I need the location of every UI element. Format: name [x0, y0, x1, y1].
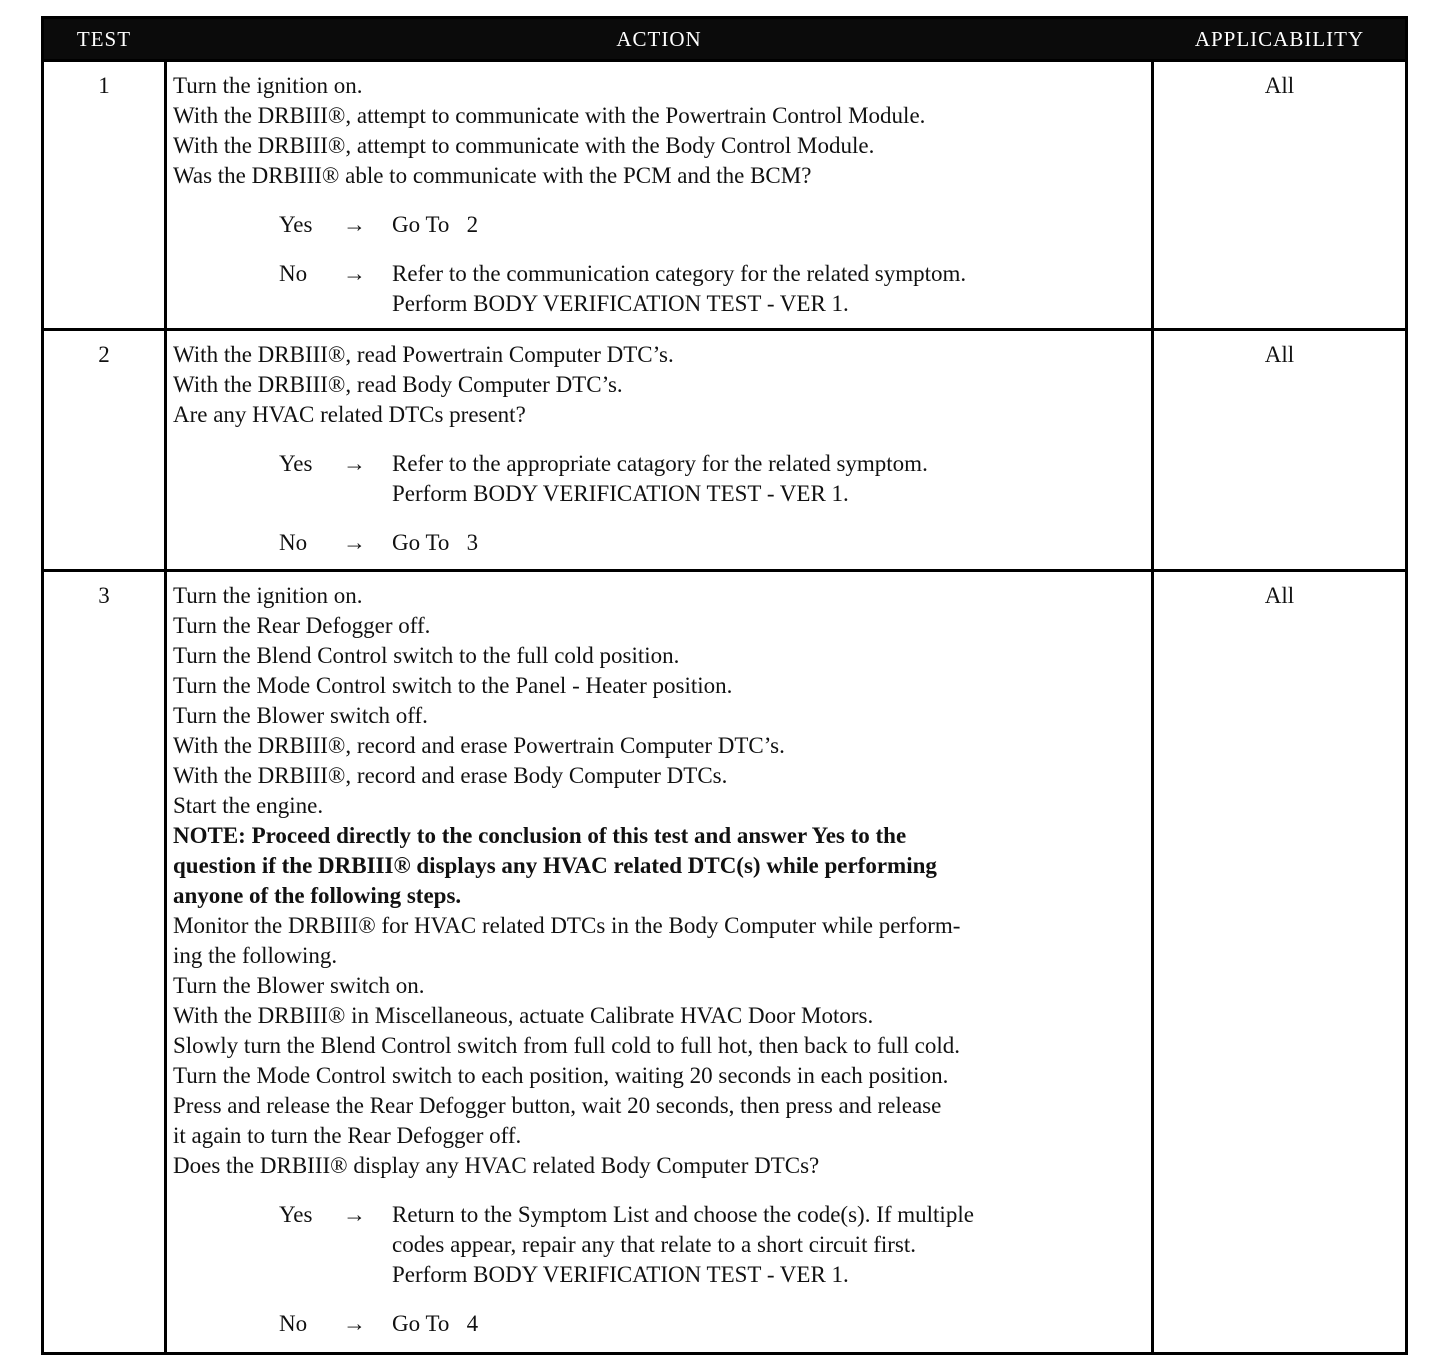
branch-result: Refer to the communication category for the related symptom.: [392, 261, 967, 286]
test-number: 1: [98, 73, 110, 98]
action-step: Start the engine.: [173, 793, 324, 818]
action-step: Turn the Blend Control switch to the full cold position.: [173, 643, 680, 668]
arrow-right-icon: →: [343, 530, 366, 555]
header-applicability: APPLICABILITY: [1194, 27, 1365, 51]
branch-result: Go To 2: [392, 212, 479, 237]
branch-label: No: [279, 261, 308, 286]
action-step: With the DRBIII®, record and erase Powertrain Computer DTC’s.: [173, 733, 785, 758]
arrow-right-icon: →: [343, 212, 366, 237]
action-step: With the DRBIII®, read Powertrain Computer DTC’s.: [173, 342, 674, 367]
note-line: anyone of the following steps.: [173, 883, 462, 908]
branch-result: Return to the Symptom List and choose the code(s). If multiple: [392, 1202, 974, 1227]
branch-label: Yes: [279, 451, 313, 476]
table-header: [44, 19, 1405, 59]
table-row: [44, 331, 1405, 569]
branch-result: Go To 3: [392, 530, 479, 555]
action-step: ing the following.: [173, 943, 338, 968]
header-test: TEST: [76, 27, 132, 51]
action-step: Turn the Mode Control switch to the Panel - Heater position.: [173, 673, 733, 698]
branch-label: Yes: [279, 1202, 313, 1227]
action-cell: [173, 71, 1153, 319]
note-line: question if the DRBIII® displays any HVAC related DTC(s) while performing: [173, 853, 937, 878]
branch-result: codes appear, repair any that relate to a short circuit first.: [392, 1232, 917, 1257]
branch-label: Yes: [279, 212, 313, 237]
action-step: Does the DRBIII® display any HVAC related Body Computer DTCs?: [173, 1153, 820, 1178]
arrow-right-icon: →: [343, 1202, 366, 1227]
branch-yes: [173, 449, 1153, 509]
branch-yes: [173, 210, 1153, 240]
action-step: Turn the Mode Control switch to each position, waiting 20 seconds in each position.: [173, 1063, 949, 1088]
action-step: Turn the Blower switch off.: [173, 703, 428, 728]
action-step: it again to turn the Rear Defogger off.: [173, 1123, 522, 1148]
applicability-value: All: [1264, 342, 1295, 367]
action-step: Monitor the DRBIII® for HVAC related DTCs in the Body Computer while perform-: [173, 913, 961, 938]
branch-label: No: [279, 1311, 308, 1336]
branch-result: Refer to the appropriate catagory for the related symptom.: [392, 451, 928, 476]
branch-result: Perform BODY VERIFICATION TEST - VER 1.: [392, 481, 849, 506]
branch-yes: [173, 1200, 1153, 1290]
branch-no: [173, 1309, 1153, 1339]
applicability-value: All: [1264, 73, 1295, 98]
action-step: With the DRBIII®, attempt to communicate with the Body Control Module.: [173, 133, 875, 158]
action-step: Slowly turn the Blend Control switch from full cold to full hot, then back to full cold.: [173, 1033, 961, 1058]
arrow-right-icon: →: [343, 261, 366, 286]
note-line: NOTE: Proceed directly to the conclusion of this test and answer Yes to the: [173, 823, 907, 848]
action-step: Turn the Rear Defogger off.: [173, 613, 431, 638]
branch-label: No: [279, 530, 308, 555]
action-step: With the DRBIII®, attempt to communicate with the Powertrain Control Module.: [173, 103, 926, 128]
table-row: [44, 62, 1405, 328]
action-step: With the DRBIII® in Miscellaneous, actuate Calibrate HVAC Door Motors.: [173, 1003, 874, 1028]
branch-result: Go To 4: [392, 1311, 479, 1336]
branch-result: Perform BODY VERIFICATION TEST - VER 1.: [392, 1262, 849, 1287]
action-cell: [173, 581, 1153, 1339]
action-cell: [173, 340, 1153, 558]
arrow-right-icon: →: [343, 451, 366, 476]
action-step: With the DRBIII®, record and erase Body Computer DTCs.: [173, 763, 728, 788]
action-step: Press and release the Rear Defogger button, wait 20 seconds, then press and release: [173, 1093, 942, 1118]
branch-no: [173, 528, 1153, 558]
action-step: Are any HVAC related DTCs present?: [173, 402, 526, 427]
arrow-right-icon: →: [343, 1311, 366, 1336]
table-row: [44, 572, 1405, 1352]
action-step: Turn the ignition on.: [173, 583, 363, 608]
applicability-value: All: [1264, 583, 1295, 608]
action-step: Turn the ignition on.: [173, 73, 363, 98]
test-number: 3: [98, 583, 110, 608]
test-number: 2: [98, 342, 110, 367]
branch-result: Perform BODY VERIFICATION TEST - VER 1.: [392, 291, 849, 316]
action-step: Was the DRBIII® able to communicate with the PCM and the BCM?: [173, 163, 812, 188]
diagnostic-test-table: [41, 16, 1408, 1355]
branch-no: [173, 259, 1153, 319]
action-step: Turn the Blower switch on.: [173, 973, 425, 998]
header-action: ACTION: [616, 27, 702, 51]
action-step: With the DRBIII®, read Body Computer DTC’s.: [173, 372, 623, 397]
